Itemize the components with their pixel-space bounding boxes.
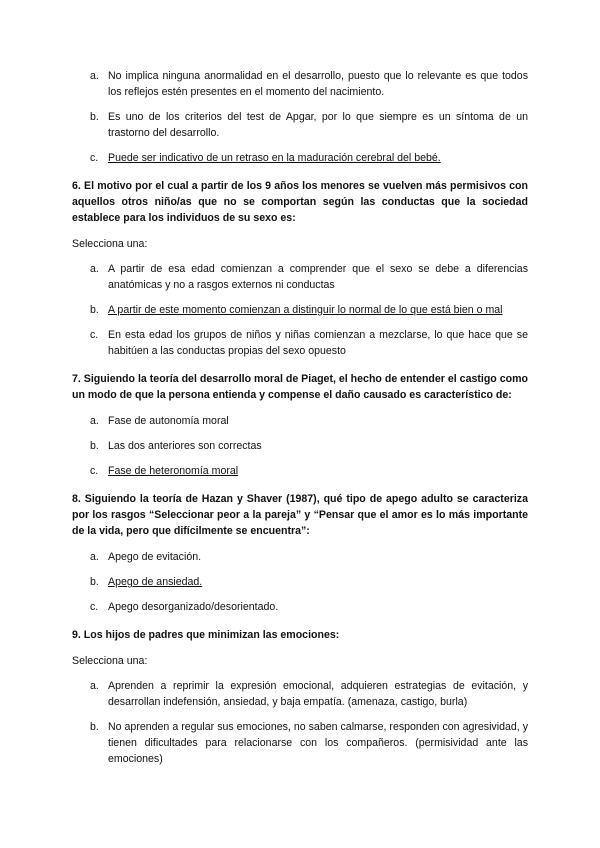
option-text: No implica ninguna anormalidad en el desarrollo, puesto que lo relevante es que todos los reflejos estén presentes en el momento del nacimiento. bbox=[108, 70, 528, 98]
option-text: A partir de este momento comienzan a distinguir lo normal de lo que está bien o mal bbox=[108, 304, 503, 316]
option-text: Apego de evitación. bbox=[108, 551, 202, 563]
q7-option-b[interactable]: b. Las dos anteriores son correctas bbox=[90, 440, 262, 452]
option-text: Aprenden a reprimir la expresión emocional, adquieren estrategias de evitación, y desarrollan indefensión, ansiedad, y baja empatía. (amenaza, castigo, burla) bbox=[108, 680, 528, 708]
select-prompt: Selecciona una: bbox=[72, 655, 148, 667]
option-text: Apego desorganizado/desorientado. bbox=[108, 601, 279, 613]
q7-option-a[interactable]: a. Fase de autonomía moral bbox=[90, 415, 229, 427]
option-text: A partir de esa edad comienzan a comprender que el sexo se debe a diferencias anatómicas y no a rasgos externos ni conductas bbox=[108, 263, 528, 291]
q9-option-b[interactable]: b. No aprenden a regular sus emociones, no saben calmarse, responden con agresividad, y tienen dificultades para relacionarse con los compañeros. (permisividad ante las emociones) bbox=[90, 721, 528, 765]
option-text: Apego de ansiedad. bbox=[108, 576, 203, 588]
option-text: Las dos anteriores son correctas bbox=[108, 440, 262, 452]
option-text: En esta edad los grupos de niños y niñas comienzan a mezclarse, lo que hace que se habitúen a las conductas propias del sexo opuesto bbox=[108, 329, 528, 357]
select-prompt: Selecciona una: bbox=[72, 238, 148, 250]
question-9: 9. Los hijos de padres que minimizan las emociones: bbox=[72, 629, 340, 641]
q8-option-a[interactable]: a. Apego de evitación. bbox=[90, 551, 202, 563]
question-6: 6. El motivo por el cual a partir de los 9 años los menores se vuelven más permisivos con aquellos otros niño/as que no se comportan según las conductas que la sociedad establece para los individuos de su sexo es: bbox=[72, 180, 528, 224]
question-8: 8. Siguiendo la teoría de Hazan y Shaver (1987), qué tipo de apego adulto se caracteriza por los rasgos “Seleccionar peor a la pareja” y “Pensar que el amor es lo más importante de la vida, pero que difícilmente se encuentra”: bbox=[72, 493, 528, 537]
option-text: Es uno de los criterios del test de Apgar, por lo que siempre es un síntoma de un trastorno del desarrollo. bbox=[108, 111, 528, 139]
q7-option-c[interactable]: c. Fase de heteronomía moral bbox=[90, 465, 239, 477]
option-text: Puede ser indicativo de un retraso en la maduración cerebral del bebé. bbox=[108, 152, 441, 164]
question-7: 7. Siguiendo la teoría del desarrollo moral de Piaget, el hecho de entender el castigo como un modo de que la persona entienda y compense el daño causado es característico de: bbox=[72, 373, 528, 401]
q6-option-c[interactable]: c. En esta edad los grupos de niños y niñas comienzan a mezclarse, lo que hace que se habitúen a las conductas propias del sexo opuesto bbox=[90, 329, 528, 357]
q6-option-a[interactable]: a. A partir de esa edad comienzan a comprender que el sexo se debe a diferencias anatómicas y no a rasgos externos ni conductas bbox=[90, 263, 528, 291]
q8-option-b[interactable]: b. Apego de ansiedad. bbox=[90, 576, 203, 588]
q5-option-a[interactable]: a. No implica ninguna anormalidad en el desarrollo, puesto que lo relevante es que todos los reflejos estén presentes en el momento del nacimiento. bbox=[90, 70, 528, 98]
q5-option-b[interactable]: b. Es uno de los criterios del test de Apgar, por lo que siempre es un síntoma de un trastorno del desarrollo. bbox=[90, 111, 528, 139]
document-page bbox=[72, 68, 528, 776]
q8-option-c[interactable]: c. Apego desorganizado/desorientado. bbox=[90, 601, 279, 613]
option-text: Fase de autonomía moral bbox=[108, 415, 229, 427]
q9-option-a[interactable]: a. Aprenden a reprimir la expresión emocional, adquieren estrategias de evitación, y desarrollan indefensión, ansiedad, y baja empatía. (amenaza, castigo, burla) bbox=[90, 680, 528, 708]
option-text: Fase de heteronomía moral bbox=[108, 465, 239, 477]
q6-option-b[interactable]: b. A partir de este momento comienzan a distinguir lo normal de lo que está bien o mal bbox=[90, 304, 503, 316]
q5-option-c[interactable]: c. Puede ser indicativo de un retraso en la maduración cerebral del bebé. bbox=[90, 152, 441, 164]
option-text: No aprenden a regular sus emociones, no saben calmarse, responden con agresividad, y tienen dificultades para relacionarse con los compañeros. (permisividad ante las emociones) bbox=[108, 721, 528, 765]
